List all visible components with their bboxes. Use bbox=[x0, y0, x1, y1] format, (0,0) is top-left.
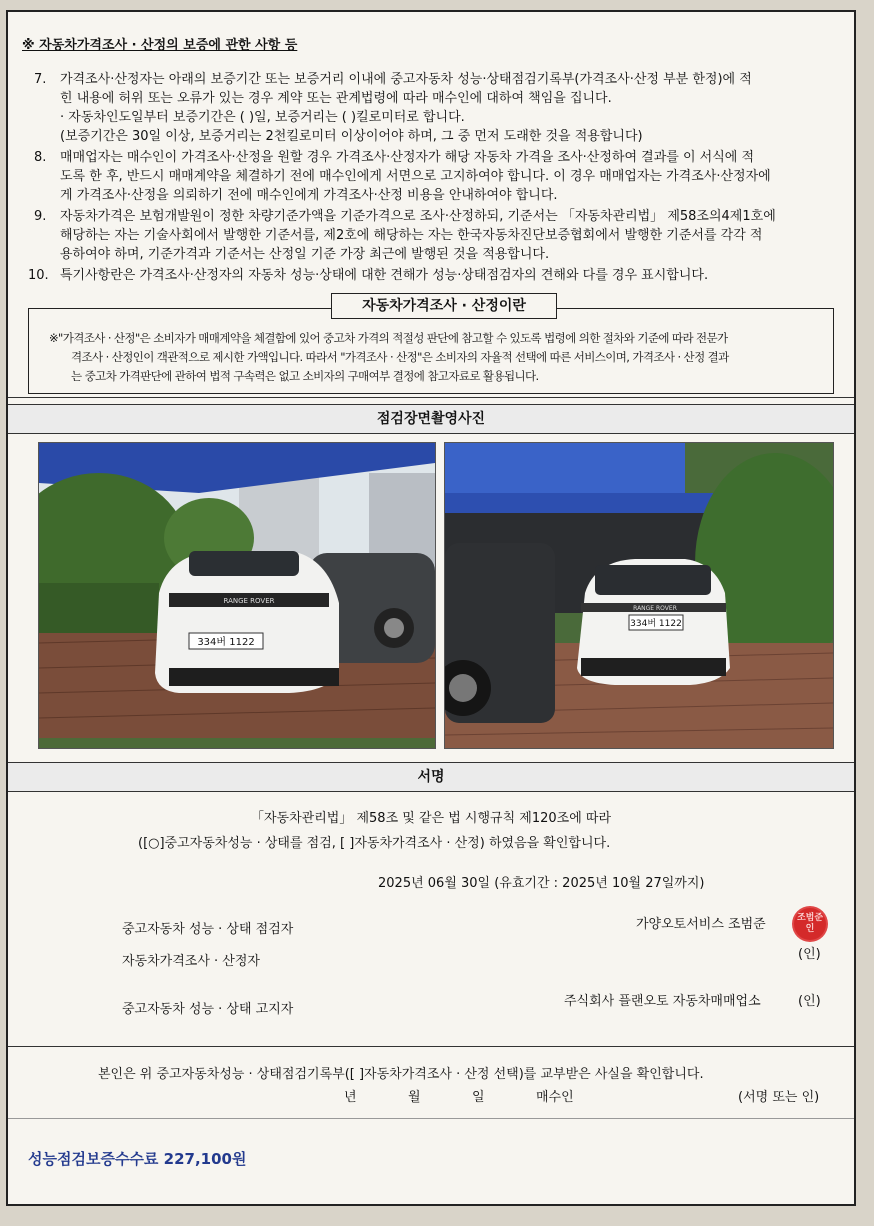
receipt-buyer: 매수인 bbox=[536, 1090, 574, 1105]
divider bbox=[8, 1046, 854, 1047]
item-9-line-2: 해당하는 자는 기술사회에서 발행한 기준서를, 제2호에 해당하는 자는 한국자동차진단보증협회에서 발행한 기준서를 각각 적 bbox=[60, 228, 763, 243]
inspection-photo-front bbox=[38, 442, 436, 749]
receipt-sign: (서명 또는 인) bbox=[738, 1090, 820, 1105]
receipt-day: 일 bbox=[472, 1090, 485, 1105]
definition-line-1: ※"가격조사 · 산정"은 소비자가 매매계약을 체결함에 있어 중고차 가격의 적절성 판단에 참고할 수 있도록 법령에 의한 절차와 기준에 따라 전문가 bbox=[49, 331, 728, 345]
receipt-month: 월 bbox=[408, 1090, 421, 1105]
item-9-line-1: 자동차가격은 보험개발원이 정한 차량기준가액을 기준가격으로 조사·산정하되, 기준서는 「자동차관리법」 제58조의4제1호에 bbox=[60, 209, 776, 224]
notifier-seal: (인) bbox=[798, 994, 821, 1009]
item-7-number: 7. bbox=[34, 72, 47, 87]
item-7-line-3: · 자동차인도일부터 보증기간은 ( )일, 보증거리는 ( )킬로미터로 합니다. bbox=[60, 110, 465, 125]
divider bbox=[8, 1118, 854, 1119]
item-8-line-1: 매매업자는 매수인이 가격조사·산정을 원할 경우 가격조사·산정자가 해당 자동차 가격을 조사·산정하여 결과를 이 서식에 적 bbox=[60, 150, 755, 165]
plate-rear: 334버 1122 bbox=[630, 619, 682, 629]
item-8-line-2: 도록 한 후, 반드시 매매계약을 체결하기 전에 매수인에게 서면으로 고지하여야 합니다. 이 경우 매매업자는 가격조사·산정자에 bbox=[60, 169, 771, 184]
item-9-line-3: 용하여야 하며, 기준가격과 기준서는 산정일 기준 가장 최근에 발행된 것을 적용합니다. bbox=[60, 247, 550, 262]
stamp-text: 조범준인 bbox=[796, 913, 824, 934]
plate-front: 334버 1122 bbox=[197, 637, 255, 648]
item-10-line-1: 특기사항란은 가격조사·산정자의 자동차 성능·상태에 대한 견해가 성능·상태점검자의 견해와 다를 경우 표시합니다. bbox=[60, 268, 709, 283]
item-10-number: 10. bbox=[28, 268, 49, 283]
item-8-line-3: 게 가격조사·산정을 의뢰하기 전에 매수인에게 가격조사·산정 비용을 안내하여야 합니다. bbox=[60, 188, 558, 203]
law-line: 「자동차관리법」 제58조 및 같은 법 시행규칙 제120조에 따라 bbox=[251, 811, 611, 826]
definition-box bbox=[28, 308, 834, 394]
receipt-line: 본인은 위 중고자동차성능 · 상태점검기록부([ ]자동차가격조사 · 산정 선택)를 교부받은 사실을 확인합니다. bbox=[98, 1067, 704, 1082]
notifier-name: 주식회사 플랜오토 자동차매매업소 bbox=[564, 994, 761, 1009]
item-9-number: 9. bbox=[34, 209, 47, 224]
inspection-fee: 성능점검보증수수료 227,100원 bbox=[28, 1150, 247, 1168]
appraiser-label: 자동차가격조사 · 산정자 bbox=[122, 954, 260, 969]
item-7-line-4: (보증기간은 30일 이상, 보증거리는 2천킬로미터 이상이어야 하며, 그 중 먼저 도래한 것을 적용합니다) bbox=[60, 129, 643, 144]
inspector-seal-stamp bbox=[794, 908, 826, 940]
item-8-number: 8. bbox=[34, 150, 47, 165]
definition-line-3: 는 중고차 가격판단에 관하여 법적 구속력은 없고 소비자의 구매여부 결정에 참고자료로 활용됩니다. bbox=[71, 369, 539, 383]
receipt-year: 년 bbox=[344, 1090, 357, 1105]
warranty-heading: ※ 자동차가격조사 · 산정의 보증에 관한 사항 등 bbox=[22, 38, 298, 53]
photo-section-title: 점검장면촬영사진 bbox=[8, 404, 854, 434]
confirm-line: ([○]중고자동차성능 · 상태를 점검, [ ]자동차가격조사 · 산정) 하였음을 확인합니다. bbox=[138, 836, 611, 851]
inspection-photo-rear bbox=[444, 442, 834, 749]
notifier-label: 중고자동차 성능 · 상태 고지자 bbox=[122, 1002, 294, 1017]
badge-front: RANGE ROVER bbox=[223, 597, 275, 605]
date-line: 2025년 06월 30일 (유효기간 : 2025년 10월 27일까지) bbox=[378, 876, 705, 891]
item-7-line-2: 힌 내용에 허위 또는 오류가 있는 경우 계약 또는 관계법령에 따라 매수인에 대하여 책임을 집니다. bbox=[60, 91, 612, 106]
inspector-name: 가양오토서비스 조범준 bbox=[636, 917, 766, 932]
divider bbox=[8, 397, 854, 398]
definition-line-2: 격조사 · 산정인이 객관적으로 제시한 가액입니다. 따라서 "가격조사 · 산정"은 소비자의 자율적 선택에 따른 서비스이며, 가격조사 · 산정 결과 bbox=[71, 350, 729, 364]
appraiser-seal: (인) bbox=[798, 947, 821, 962]
badge-rear: RANGE ROVER bbox=[633, 605, 677, 612]
document-page bbox=[6, 10, 856, 1206]
item-7-line-1: 가격조사·산정자는 아래의 보증기간 또는 보증거리 이내에 중고자동차 성능·상태점검기록부(가격조사·산정 부분 한정)에 적 bbox=[60, 72, 752, 87]
signature-section-title: 서명 bbox=[8, 762, 854, 792]
inspector-label: 중고자동차 성능 · 상태 점검자 bbox=[122, 922, 294, 937]
definition-title: 자동차가격조사 · 산정이란 bbox=[331, 293, 557, 319]
